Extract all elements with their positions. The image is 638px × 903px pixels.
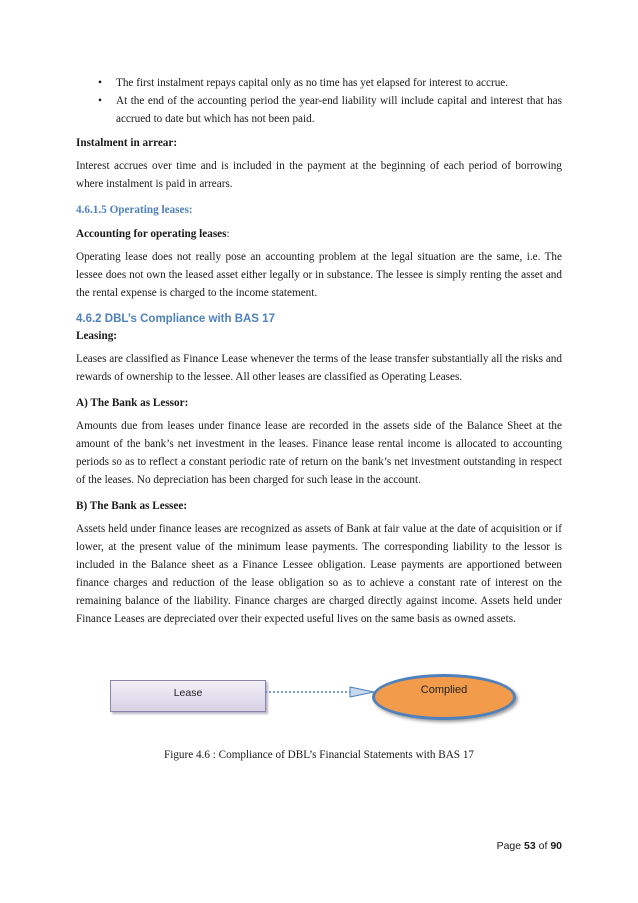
complied-ellipse: [372, 674, 516, 720]
compliance-heading: 4.6.2 DBL’s Compliance with BAS 17: [76, 313, 275, 325]
page-total: 90: [550, 840, 562, 852]
lease-label: Lease: [173, 687, 203, 699]
figure-caption: Figure 4.6 : Compliance of DBL’s Financial Statements with BAS 17: [163, 749, 475, 761]
leasing-heading: Leasing:: [76, 330, 118, 342]
accounting-colon: :: [226, 228, 230, 240]
arrear-heading: Instalment in arrear:: [76, 137, 178, 149]
lessor-heading: A) The Bank as Lessor:: [76, 397, 189, 409]
arrear-paragraph: Interest accrues over time and is included in the payment at the beginning of each period of borrowing where instalment is paid in arrears.: [76, 160, 562, 190]
operating-leases-heading: 4.6.1.5 Operating leases:: [76, 204, 193, 216]
bullet-icon: •: [98, 95, 102, 107]
leasing-paragraph: Leases are classified as Finance Lease whenever the terms of the lease transfer substantially all the risks and rewards of ownership to the lessee. All other leases are classified as Operating Leases.: [76, 353, 562, 383]
page-word: Page: [496, 840, 522, 852]
accounting-label: Accounting for operating leases: [76, 228, 227, 240]
bullet-icon: •: [98, 77, 102, 89]
list-item: • At the end of the accounting period the year-end liability will include capital and interest that has accrued to date but which has not been paid.: [76, 92, 562, 128]
lessor-paragraph: Amounts due from leases under finance lease are recorded in the assets side of the Balance Sheet at the amount of the bank’s net investment in the leases. Finance lease rental income is allocated to accounting periods so as to reflect a constant periodic rate of return on the bank’s net investment outstanding in respect of the leases. No depreciation has been charged for such lease in the account.: [76, 420, 562, 486]
list-item: • The first instalment repays capital only as no time has yet elapsed for interest to accrue.: [76, 74, 562, 92]
accounting-heading: [76, 225, 562, 243]
lessee-heading: B) The Bank as Lessee:: [76, 500, 188, 512]
compliance-diagram: [110, 674, 530, 722]
bullet-list: [76, 74, 562, 128]
operating-paragraph: Operating lease does not really pose an accounting problem at the legal situation are the same, i.e. The lessee does not own the leased asset either legally or in substance. The lessee is simply renting the asset and the rental expense is charged to the income statement.: [76, 251, 562, 299]
lessee-paragraph: Assets held under finance leases are recognized as assets of Bank at fair value at the date of acquisition or if lower, at the present value of the minimum lease payments. The corresponding liability to the lessor is included in the Balance sheet as a Finance Lessee obligation. Lease payments are apportioned between finance charges and reduction of the lease obligation so as to achieve a constant rate of interest on the remaining balance of the liability. Finance charges are charged directly against income. Assets held under Finance Leases are depreciated over their expected useful lives on the same basis as owned assets.: [76, 523, 562, 625]
of-word: of: [538, 840, 548, 852]
complied-label: Complied: [420, 684, 468, 696]
page-footer: [497, 837, 562, 855]
page-number: 53: [524, 840, 536, 852]
